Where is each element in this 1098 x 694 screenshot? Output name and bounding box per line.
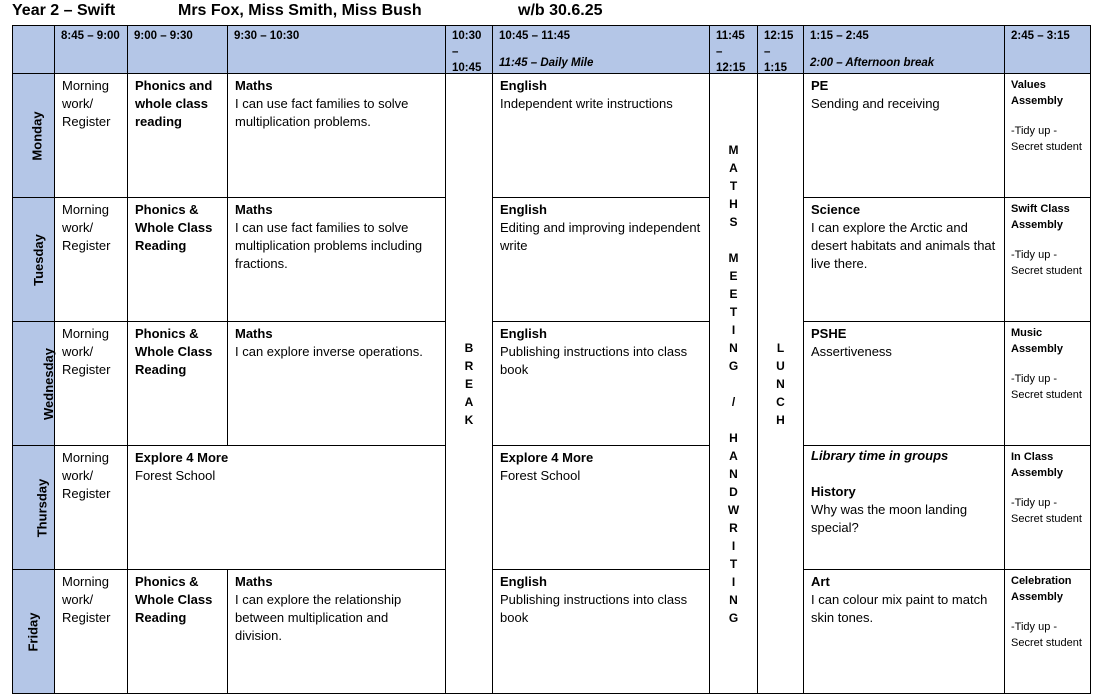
- break-label: [446, 339, 492, 429]
- vertical-letter: N: [776, 376, 785, 391]
- daily-mile-note: 11:45 – Daily Mile: [499, 57, 594, 69]
- vertical-letter: N: [729, 466, 738, 481]
- time-slot-9: 2:45 – 3:15: [1005, 26, 1091, 74]
- cell-english: English Independent write instructions: [493, 74, 710, 198]
- cell-assembly: In Class Assembly -Tidy up -Secret student: [1005, 446, 1091, 570]
- vertical-letter: R: [729, 520, 738, 535]
- vertical-letter: A: [464, 394, 474, 409]
- day-label-tuesday: Tuesday: [13, 198, 55, 322]
- cell-english: English Publishing instructions into class book: [493, 322, 710, 446]
- vertical-letter: N: [729, 592, 738, 607]
- vertical-letter: [732, 231, 735, 249]
- vertical-letter: B: [464, 340, 474, 355]
- time-slot-5: 10:45 – 11:45 11:45 – Daily Mile: [493, 26, 710, 74]
- time-slot-maths-meeting: 11:45 – 12:15: [710, 26, 758, 74]
- vertical-letter: L: [776, 340, 785, 355]
- cell-assembly: Values Assembly -Tidy up -Secret student: [1005, 74, 1091, 198]
- cell-phonics: Phonics & Whole Class Reading: [128, 198, 228, 322]
- cell-early: Morning work/ Register: [55, 198, 128, 322]
- vertical-letter: H: [729, 196, 738, 211]
- time-slot-break: 10:30 – 10:45: [446, 26, 493, 74]
- cell-assembly: Swift Class Assembly -Tidy up -Secret student: [1005, 198, 1091, 322]
- vertical-letter: E: [464, 376, 473, 391]
- cell-phonics: Phonics and whole class reading: [128, 74, 228, 198]
- header-corner: [13, 26, 55, 74]
- break-column: [446, 74, 493, 694]
- cell-afternoon: PE Sending and receiving: [804, 74, 1005, 198]
- cell-english: Explore 4 More Forest School: [493, 446, 710, 570]
- day-row-thursday: [13, 446, 1091, 570]
- vertical-letter: T: [729, 304, 738, 319]
- vertical-letter: N: [729, 340, 738, 355]
- cell-early: Morning work/ Register: [55, 74, 128, 198]
- cell-assembly: Music Assembly -Tidy up -Secret student: [1005, 322, 1091, 446]
- cell-maths: Maths I can use fact families to solve multiplication problems.: [228, 74, 446, 198]
- cell-phonics: Phonics & Whole Class Reading: [128, 322, 228, 446]
- vertical-letter: T: [729, 178, 738, 193]
- vertical-letter: U: [776, 358, 785, 373]
- day-row-wednesday: [13, 322, 1091, 446]
- cell-maths: Maths I can explore inverse operations.: [228, 322, 446, 446]
- vertical-letter: I: [731, 574, 736, 589]
- vertical-letter: C: [776, 394, 785, 409]
- maths-meeting-column: [710, 74, 758, 694]
- cell-explore-morning: Explore 4 More Forest School: [128, 446, 446, 570]
- vertical-letter: A: [729, 448, 738, 463]
- time-slot-3: 9:30 – 10:30: [228, 26, 446, 74]
- vertical-letter: M: [728, 142, 739, 157]
- cell-phonics: Phonics & Whole Class Reading: [128, 570, 228, 694]
- time-slot-2: 9:00 – 9:30: [128, 26, 228, 74]
- cell-maths: Maths I can use fact families to solve multiplication problems including fractions.: [228, 198, 446, 322]
- vertical-letter: W: [727, 502, 740, 517]
- vertical-letter: K: [464, 412, 474, 427]
- vertical-letter: H: [729, 430, 738, 445]
- cell-english: English Publishing instructions into class book: [493, 570, 710, 694]
- afternoon-break-note: 2:00 – Afternoon break: [810, 57, 935, 69]
- cell-afternoon: Science I can explore the Arctic and desert habitats and animals that live there.: [804, 198, 1005, 322]
- class-title: Year 2 – Swift: [12, 2, 116, 19]
- lunch-label: [758, 339, 803, 429]
- vertical-letter: I: [731, 538, 736, 553]
- vertical-letter: [732, 411, 735, 429]
- vertical-letter: I: [731, 322, 736, 337]
- vertical-letter: E: [729, 268, 738, 283]
- timetable: [12, 25, 1091, 694]
- week-beginning: w/b 30.6.25: [518, 2, 603, 19]
- maths-meeting-handwriting-label: [710, 141, 757, 627]
- vertical-letter: T: [729, 556, 738, 571]
- cell-english: English Editing and improving independent write: [493, 198, 710, 322]
- cell-afternoon: PSHE Assertiveness: [804, 322, 1005, 446]
- day-label-monday: Monday: [13, 74, 55, 198]
- vertical-letter: R: [464, 358, 474, 373]
- day-label-wednesday: Wednesday: [13, 322, 55, 446]
- time-slot-1: 8:45 – 9:00: [55, 26, 128, 74]
- vertical-letter: D: [729, 484, 738, 499]
- time-header-row: [13, 26, 1091, 74]
- cell-maths: Maths I can explore the relationship between multiplication and division.: [228, 570, 446, 694]
- vertical-letter: G: [728, 610, 739, 625]
- vertical-letter: H: [776, 412, 785, 427]
- day-row-tuesday: [13, 198, 1091, 322]
- vertical-letter: G: [728, 358, 739, 373]
- cell-assembly: Celebration Assembly -Tidy up -Secret student: [1005, 570, 1091, 694]
- vertical-letter: /: [731, 394, 736, 409]
- vertical-letter: A: [729, 160, 738, 175]
- cell-early: Morning work/ Register: [55, 322, 128, 446]
- cell-afternoon: Library time in groups History Why was the moon landing special?: [804, 446, 1005, 570]
- vertical-letter: E: [729, 286, 738, 301]
- time-slot-lunch: 12:15 – 1:15: [758, 26, 804, 74]
- cell-early: Morning work/ Register: [55, 446, 128, 570]
- page-header: [0, 0, 1098, 22]
- library-note: Library time in groups: [811, 448, 949, 463]
- time-slot-8: 1:15 – 2:45 2:00 – Afternoon break: [804, 26, 1005, 74]
- cell-afternoon: Art I can colour mix paint to match skin tones.: [804, 570, 1005, 694]
- lunch-column: [758, 74, 804, 694]
- day-row-monday: [13, 74, 1091, 198]
- day-label-thursday: Thursday: [13, 446, 55, 570]
- cell-early: Morning work/ Register: [55, 570, 128, 694]
- teacher-names: Mrs Fox, Miss Smith, Miss Bush: [178, 2, 422, 19]
- vertical-letter: [732, 375, 735, 393]
- vertical-letter: S: [729, 214, 738, 229]
- day-row-friday: [13, 570, 1091, 694]
- day-label-friday: Friday: [13, 570, 55, 694]
- vertical-letter: M: [728, 250, 739, 265]
